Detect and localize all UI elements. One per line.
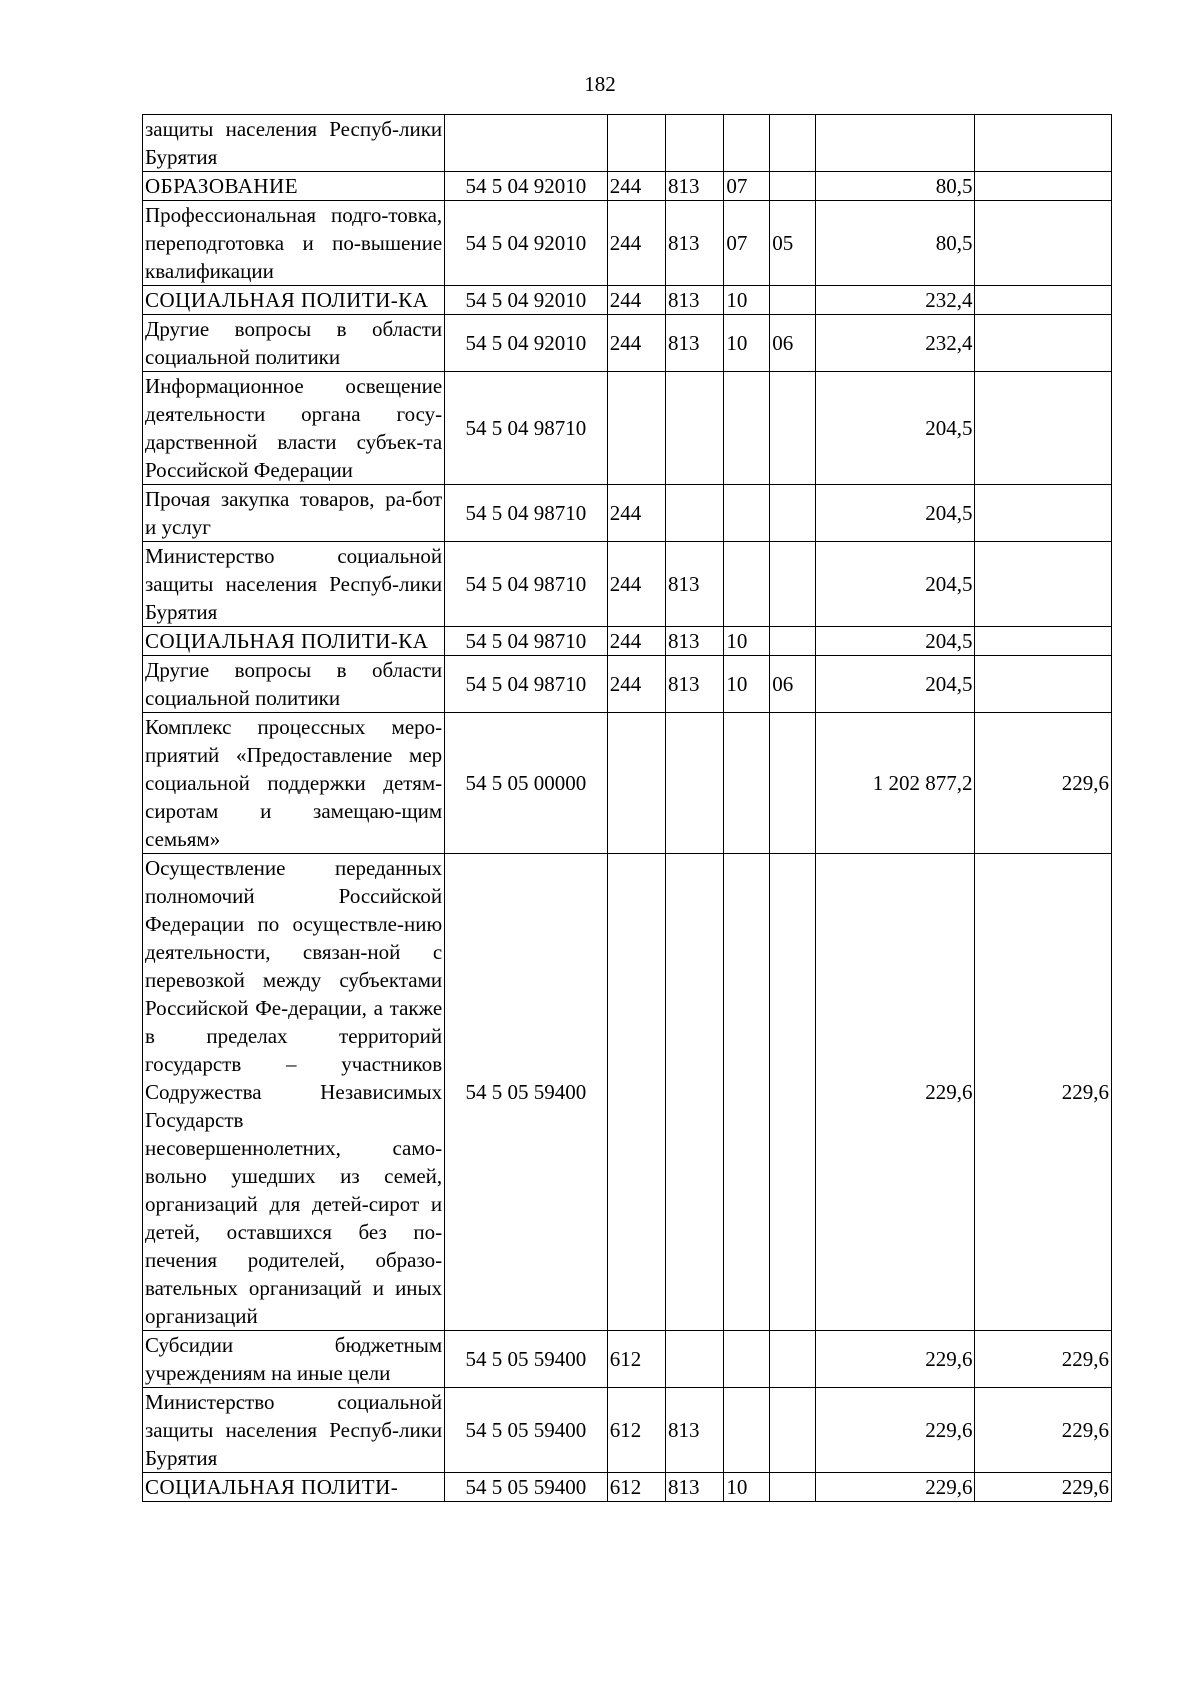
- page-number: 182: [584, 72, 616, 96]
- subsection-code: [770, 115, 816, 172]
- subsection-code: [770, 286, 816, 315]
- subsection-code: [770, 1331, 816, 1388]
- section-code: 07: [724, 172, 770, 201]
- subsection-code: [770, 627, 816, 656]
- table-row: [143, 172, 1112, 201]
- ministry-code: 813: [666, 201, 724, 286]
- federal-amount: [975, 172, 1112, 201]
- subsection-code: [770, 854, 816, 1331]
- section-code: 10: [724, 656, 770, 713]
- expense-type-code: [607, 854, 665, 1331]
- row-name: СОЦИАЛЬНАЯ ПОЛИТИ-КА: [143, 286, 445, 315]
- table-row: [143, 1388, 1112, 1473]
- table-row: [143, 372, 1112, 485]
- section-code: 10: [724, 286, 770, 315]
- section-code: [724, 713, 770, 854]
- target-article-code: 54 5 04 98710: [445, 372, 608, 485]
- expense-type-code: 244: [607, 627, 665, 656]
- amount: 229,6: [816, 1473, 975, 1502]
- row-name: Комплекс процессных меро-приятий «Предоставление мер социальной поддержки детям-сиротам и замещаю-щим семьям»: [143, 713, 445, 854]
- row-name: Другие вопросы в области социальной политики: [143, 315, 445, 372]
- target-article-code: 54 5 05 59400: [445, 1473, 608, 1502]
- ministry-code: [666, 115, 724, 172]
- subsection-code: [770, 172, 816, 201]
- target-article-code: 54 5 04 98710: [445, 656, 608, 713]
- section-code: [724, 115, 770, 172]
- amount: 204,5: [816, 485, 975, 542]
- expense-type-code: 612: [607, 1331, 665, 1388]
- expense-type-code: 612: [607, 1388, 665, 1473]
- subsection-code: [770, 1473, 816, 1502]
- section-code: 07: [724, 201, 770, 286]
- expense-type-code: 244: [607, 201, 665, 286]
- federal-amount: [975, 627, 1112, 656]
- section-code: [724, 542, 770, 627]
- target-article-code: 54 5 05 59400: [445, 1388, 608, 1473]
- federal-amount: 229,6: [975, 854, 1112, 1331]
- target-article-code: 54 5 04 98710: [445, 627, 608, 656]
- row-name: Осуществление переданных полномочий Российской Федерации по осуществле-нию деятельности, связан-ной с перевозкой между субъектами Российской Фе-дерации, а также в пределах территорий государств – участников Содружества Независимых Государств несовершеннолетних, само-вольно ушедших из семей, организаций для детей-сирот и детей, оставшихся без по-печения родителей, образо-вательных организаций и иных организаций: [143, 854, 445, 1331]
- federal-amount: [975, 542, 1112, 627]
- federal-amount: [975, 485, 1112, 542]
- federal-amount: [975, 315, 1112, 372]
- subsection-code: [770, 485, 816, 542]
- ministry-code: 813: [666, 656, 724, 713]
- section-code: 10: [724, 627, 770, 656]
- subsection-code: [770, 542, 816, 627]
- target-article-code: [445, 115, 608, 172]
- federal-amount: [975, 201, 1112, 286]
- federal-amount: 229,6: [975, 1388, 1112, 1473]
- target-article-code: 54 5 04 92010: [445, 286, 608, 315]
- row-name: Профессиональная подго-товка, переподготовка и по-вышение квалификации: [143, 201, 445, 286]
- ministry-code: 813: [666, 627, 724, 656]
- row-name: СОЦИАЛЬНАЯ ПОЛИТИ-: [143, 1473, 445, 1502]
- federal-amount: [975, 656, 1112, 713]
- section-code: [724, 372, 770, 485]
- federal-amount: 229,6: [975, 1331, 1112, 1388]
- ministry-code: [666, 372, 724, 485]
- amount: 204,5: [816, 627, 975, 656]
- ministry-code: 813: [666, 1388, 724, 1473]
- table-row: [143, 115, 1112, 172]
- ministry-code: [666, 854, 724, 1331]
- target-article-code: 54 5 04 98710: [445, 542, 608, 627]
- amount: 204,5: [816, 372, 975, 485]
- expense-type-code: [607, 115, 665, 172]
- section-code: [724, 1388, 770, 1473]
- table-row: [143, 656, 1112, 713]
- amount: 229,6: [816, 1331, 975, 1388]
- federal-amount: [975, 286, 1112, 315]
- ministry-code: [666, 1331, 724, 1388]
- ministry-code: 813: [666, 315, 724, 372]
- amount: 229,6: [816, 1388, 975, 1473]
- row-name: ОБРАЗОВАНИЕ: [143, 172, 445, 201]
- ministry-code: 813: [666, 1473, 724, 1502]
- subsection-code: [770, 713, 816, 854]
- expense-type-code: 244: [607, 485, 665, 542]
- expense-type-code: 244: [607, 172, 665, 201]
- subsection-code: 06: [770, 315, 816, 372]
- row-name: Прочая закупка товаров, ра-бот и услуг: [143, 485, 445, 542]
- row-name: Информационное освещение деятельности органа госу-дарственной власти субъек-та Российской Федерации: [143, 372, 445, 485]
- row-name: Субсидии бюджетным учреждениям на иные цели: [143, 1331, 445, 1388]
- expense-type-code: 244: [607, 315, 665, 372]
- expense-type-code: 612: [607, 1473, 665, 1502]
- table-row: [143, 286, 1112, 315]
- federal-amount: 229,6: [975, 1473, 1112, 1502]
- federal-amount: [975, 115, 1112, 172]
- table-row: [143, 854, 1112, 1331]
- amount: 232,4: [816, 286, 975, 315]
- section-code: 10: [724, 1473, 770, 1502]
- target-article-code: 54 5 04 92010: [445, 172, 608, 201]
- section-code: [724, 485, 770, 542]
- table-row: [143, 542, 1112, 627]
- table-row: [143, 201, 1112, 286]
- ministry-code: 813: [666, 542, 724, 627]
- table-row: [143, 1331, 1112, 1388]
- target-article-code: 54 5 04 92010: [445, 315, 608, 372]
- section-code: 10: [724, 315, 770, 372]
- table-row: [143, 1473, 1112, 1502]
- ministry-code: 813: [666, 286, 724, 315]
- amount: 204,5: [816, 656, 975, 713]
- subsection-code: 05: [770, 201, 816, 286]
- expense-type-code: [607, 713, 665, 854]
- target-article-code: 54 5 05 59400: [445, 854, 608, 1331]
- table-row: [143, 315, 1112, 372]
- ministry-code: 813: [666, 172, 724, 201]
- row-name: Министерство социальной защиты населения Респуб-лики Бурятия: [143, 1388, 445, 1473]
- amount: 232,4: [816, 315, 975, 372]
- target-article-code: 54 5 05 00000: [445, 713, 608, 854]
- row-name: Другие вопросы в области социальной политики: [143, 656, 445, 713]
- federal-amount: 229,6: [975, 713, 1112, 854]
- section-code: [724, 854, 770, 1331]
- expense-type-code: 244: [607, 542, 665, 627]
- amount: 229,6: [816, 854, 975, 1331]
- federal-amount: [975, 372, 1112, 485]
- amount: 204,5: [816, 542, 975, 627]
- expense-type-code: 244: [607, 656, 665, 713]
- ministry-code: [666, 713, 724, 854]
- amount: 80,5: [816, 201, 975, 286]
- subsection-code: [770, 372, 816, 485]
- row-name: Министерство социальной защиты населения Респуб-лики Бурятия: [143, 542, 445, 627]
- target-article-code: 54 5 04 98710: [445, 485, 608, 542]
- ministry-code: [666, 485, 724, 542]
- section-code: [724, 1331, 770, 1388]
- expense-type-code: [607, 372, 665, 485]
- amount: [816, 115, 975, 172]
- target-article-code: 54 5 04 92010: [445, 201, 608, 286]
- table-row: [143, 627, 1112, 656]
- expense-type-code: 244: [607, 286, 665, 315]
- subsection-code: [770, 1388, 816, 1473]
- target-article-code: 54 5 05 59400: [445, 1331, 608, 1388]
- row-name: СОЦИАЛЬНАЯ ПОЛИТИ-КА: [143, 627, 445, 656]
- row-name: защиты населения Респуб-лики Бурятия: [143, 115, 445, 172]
- table-row: [143, 485, 1112, 542]
- amount: 80,5: [816, 172, 975, 201]
- table-row: [143, 713, 1112, 854]
- subsection-code: 06: [770, 656, 816, 713]
- budget-table: [142, 114, 1112, 1502]
- amount: 1 202 877,2: [816, 713, 975, 854]
